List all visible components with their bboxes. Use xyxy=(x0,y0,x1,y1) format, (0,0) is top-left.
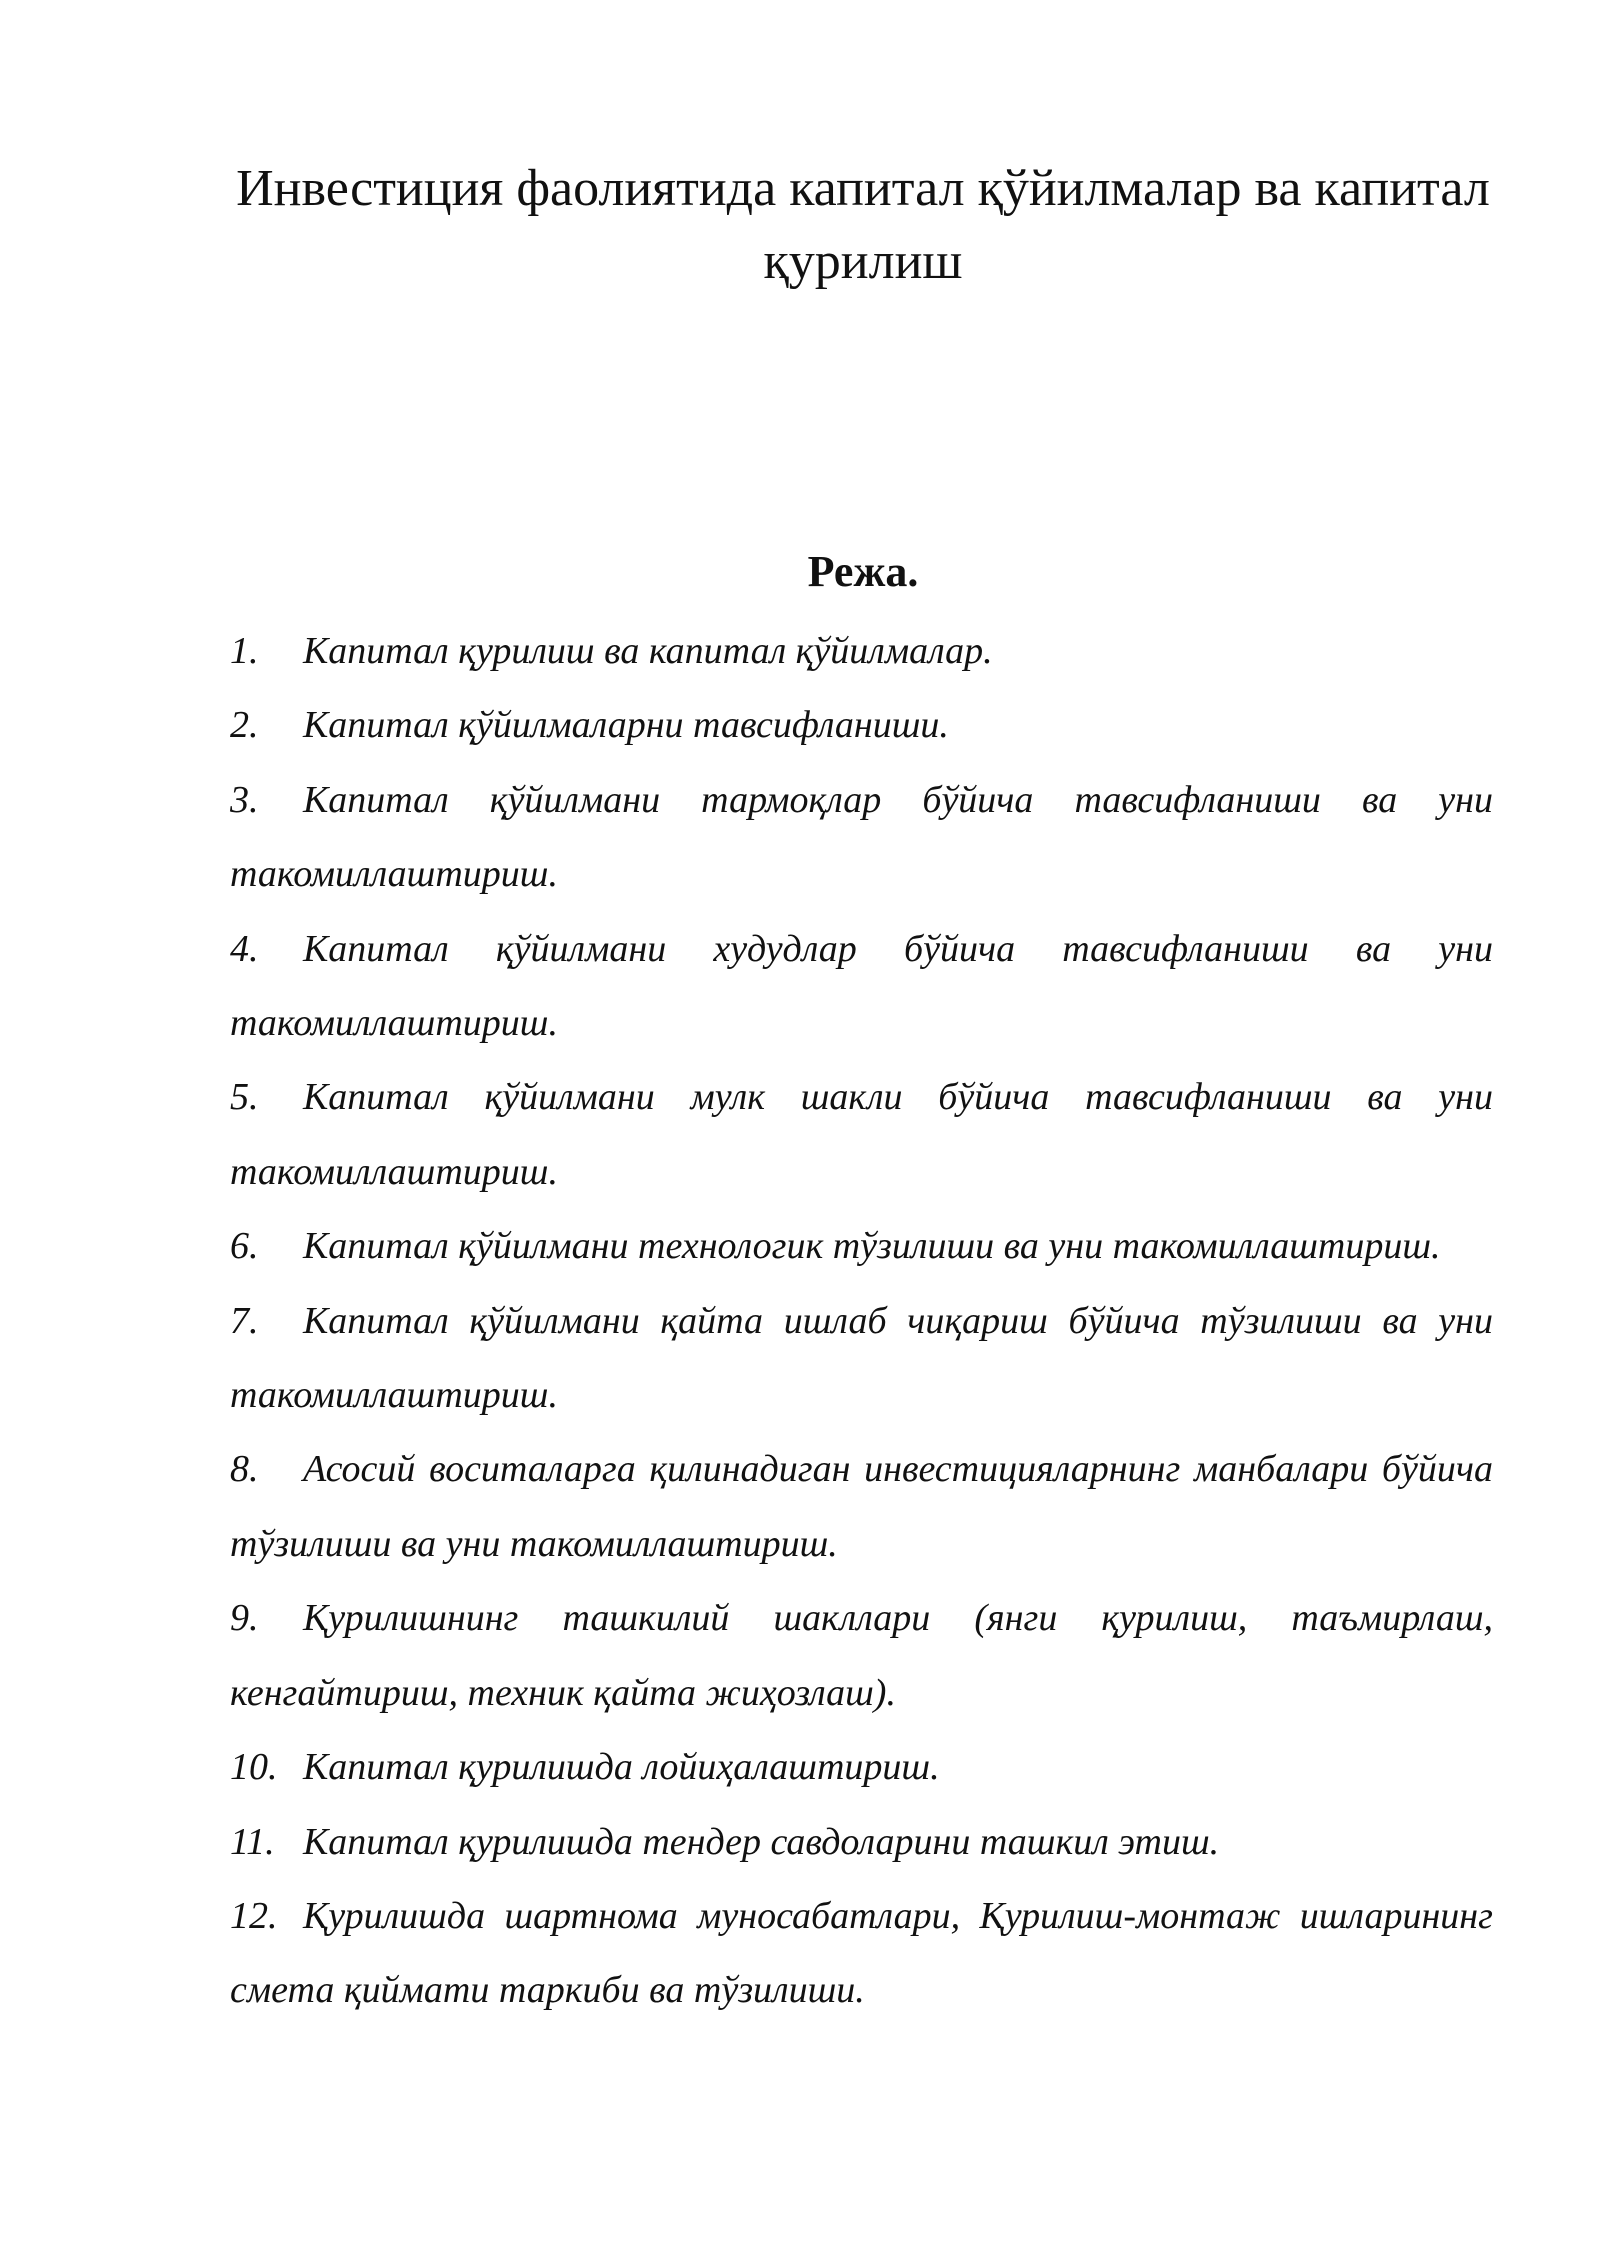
plan-item-2 xyxy=(230,688,1493,762)
plan-item-text: Асосий воситаларга қилинадиган инвестицияларнинг манбалари бўйича тўзилиши ва уни такомиллаштириш. xyxy=(230,1448,1493,1565)
plan-item-text: Капитал қўйилмани қайта ишлаб чиқариш бўйича тўзилиши ва уни такомиллаштириш. xyxy=(230,1299,1493,1417)
plan-item-text: Капитал қўйилмаларни тавсифланиши. xyxy=(303,704,949,747)
plan-list xyxy=(230,614,1493,2028)
plan-item-number: 1. xyxy=(230,630,259,672)
plan-item-text: Қурилишнинг ташкилий шакллари (янги қурилиш, таъмирлаш, кенгайтириш, техник қайта жиҳозлаш). xyxy=(230,1597,1493,1714)
plan-item-number: 9. xyxy=(230,1597,259,1640)
plan-item-number: 12. xyxy=(230,1894,278,1937)
plan-item-text: Капитал қурилиш ва капитал қўйилмалар. xyxy=(303,630,993,672)
plan-item-12 xyxy=(230,1879,1493,2028)
plan-heading: Режа. xyxy=(807,547,919,596)
plan-item-text: Капитал қўйилмани худудлар бўйича тавсифланиши ва уни такомиллаштириш. xyxy=(230,927,1493,1045)
plan-item-1 xyxy=(230,614,1493,688)
plan-item-4 xyxy=(230,912,1493,1061)
plan-item-text: Қурилишда шартнома муносабатлари, Қурилиш-монтаж ишларининг смета қиймати таркиби ва тўзилиши. xyxy=(230,1894,1493,2012)
plan-item-text: Капитал қўйилмани тармоқлар бўйича тавсифланиши ва уни такомиллаштириш. xyxy=(230,778,1493,896)
plan-item-3 xyxy=(230,763,1493,912)
plan-item-9 xyxy=(230,1581,1493,1730)
plan-item-number: 3. xyxy=(230,778,259,821)
plan-item-text: Капитал қўйилмани технологик тўзилиши ва уни такомиллаштириш. xyxy=(303,1225,1441,1268)
plan-item-5 xyxy=(230,1060,1493,1209)
plan-item-number: 4. xyxy=(230,927,259,970)
plan-item-10 xyxy=(230,1730,1493,1804)
plan-item-11 xyxy=(230,1805,1493,1879)
plan-item-text: Капитал қурилишда тендер савдоларини ташкил этиш. xyxy=(303,1820,1220,1863)
plan-item-8 xyxy=(230,1432,1493,1581)
plan-item-number: 11. xyxy=(230,1820,275,1863)
plan-item-number: 6. xyxy=(230,1225,259,1268)
plan-item-text: Капитал қўйилмани мулк шакли бўйича тавсифланиши ва уни такомиллаштириш. xyxy=(230,1076,1493,1193)
plan-item-number: 10. xyxy=(230,1746,278,1789)
plan-item-number: 2. xyxy=(230,704,259,747)
plan-item-7 xyxy=(230,1284,1493,1433)
plan-item-number: 8. xyxy=(230,1448,259,1491)
plan-item-number: 5. xyxy=(230,1076,259,1119)
plan-item-6 xyxy=(230,1209,1493,1283)
document-title: Инвестиция фаолиятида капитал қўйилмалар ва капитал қурилиш xyxy=(236,160,1490,290)
plan-item-number: 7. xyxy=(230,1299,259,1342)
plan-item-text: Капитал қурилишда лойиҳалаштириш. xyxy=(303,1746,940,1789)
